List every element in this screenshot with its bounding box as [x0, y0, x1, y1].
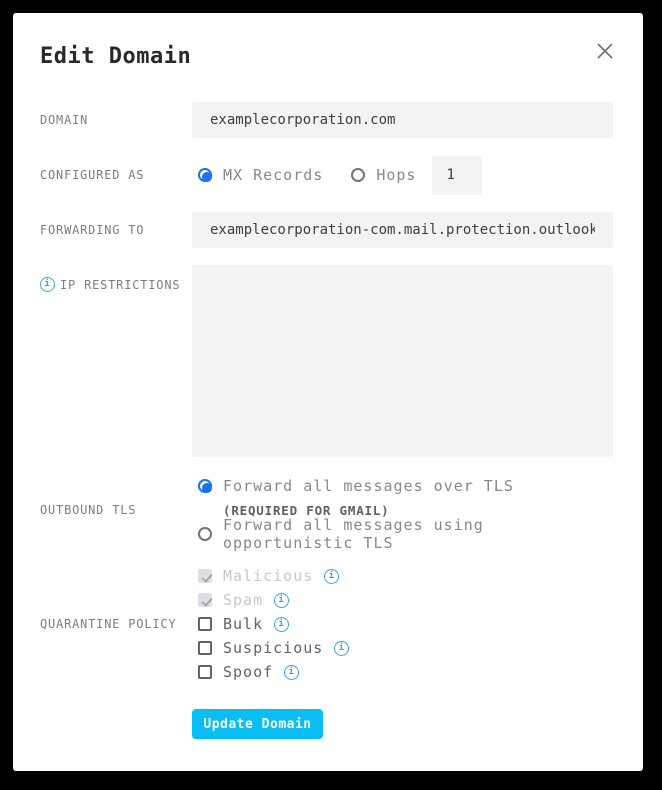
radio-hops[interactable] [351, 166, 416, 184]
checkbox-unchecked-icon[interactable] [198, 617, 212, 631]
quarantine-policy-options [198, 564, 613, 684]
checkbox-unchecked-icon[interactable] [198, 641, 212, 655]
checkbox-spam-label: Spam [223, 591, 264, 609]
close-icon[interactable] [593, 39, 617, 63]
radio-selected-icon[interactable] [198, 168, 212, 182]
checkbox-spoof[interactable] [198, 660, 613, 684]
checkbox-malicious-label: Malicious [223, 567, 314, 585]
domain-row [40, 102, 613, 138]
radio-tls-opportunistic-label: Forward all messages using opportunistic TLS [223, 516, 484, 552]
info-icon[interactable]: i [284, 665, 299, 680]
checkbox-spoof-label: Spoof [223, 663, 274, 681]
checkbox-unchecked-icon[interactable] [198, 665, 212, 679]
radio-tls-opportunistic[interactable] [198, 516, 613, 552]
forwarding-to-input[interactable] [192, 212, 613, 248]
radio-unselected-icon[interactable] [198, 527, 212, 541]
modal-header [13, 13, 643, 69]
ip-restrictions-textarea[interactable] [192, 265, 613, 457]
ip-restrictions-label-wrap [40, 277, 192, 292]
outbound-tls-row [40, 474, 613, 552]
outbound-tls-options [198, 474, 613, 552]
radio-selected-icon[interactable] [198, 479, 212, 493]
checkbox-suspicious-label: Suspicious [223, 639, 324, 657]
checkbox-suspicious[interactable] [198, 636, 613, 660]
checkbox-bulk-label: Bulk [223, 615, 264, 633]
forwarding-to-row [40, 212, 613, 248]
configured-as-options [198, 155, 613, 195]
radio-unselected-icon[interactable] [351, 168, 365, 182]
checkbox-checked-disabled-icon [198, 569, 212, 583]
checkbox-malicious [198, 564, 613, 588]
radio-mx-records-label: MX Records [223, 166, 324, 184]
info-icon[interactable]: i [334, 641, 349, 656]
update-domain-button[interactable]: Update Domain [192, 709, 323, 739]
configured-as-row [40, 155, 613, 195]
tls-required-note: (REQUIRED FOR GMAIL) [223, 502, 390, 518]
radio-mx-records[interactable] [198, 166, 323, 184]
hops-input[interactable] [432, 156, 482, 195]
configured-as-label: CONFIGURED AS [40, 168, 145, 182]
ip-restrictions-label: IP RESTRICTIONS [60, 277, 181, 292]
quarantine-policy-label: QUARANTINE POLICY [40, 617, 177, 631]
forwarding-to-label: FORWARDING TO [40, 223, 145, 237]
info-icon[interactable]: i [40, 277, 55, 292]
checkbox-bulk[interactable] [198, 612, 613, 636]
info-icon[interactable]: i [324, 569, 339, 584]
modal-title: Edit Domain [40, 44, 192, 69]
domain-label: DOMAIN [40, 113, 89, 127]
edit-domain-modal [13, 13, 643, 771]
radio-hops-label: Hops [376, 166, 417, 184]
checkbox-spam [198, 588, 613, 612]
checkbox-checked-disabled-icon [198, 593, 212, 607]
ip-restrictions-row [40, 265, 613, 457]
outbound-tls-label: OUTBOUND TLS [40, 503, 137, 517]
edit-domain-form [13, 69, 643, 739]
info-icon[interactable]: i [274, 593, 289, 608]
info-icon[interactable]: i [274, 617, 289, 632]
button-row [40, 709, 613, 739]
radio-tls-required-label: Forward all messages over TLS [223, 477, 514, 495]
domain-input[interactable] [192, 102, 613, 138]
quarantine-policy-row [40, 564, 613, 684]
radio-tls-required[interactable] [198, 474, 613, 498]
